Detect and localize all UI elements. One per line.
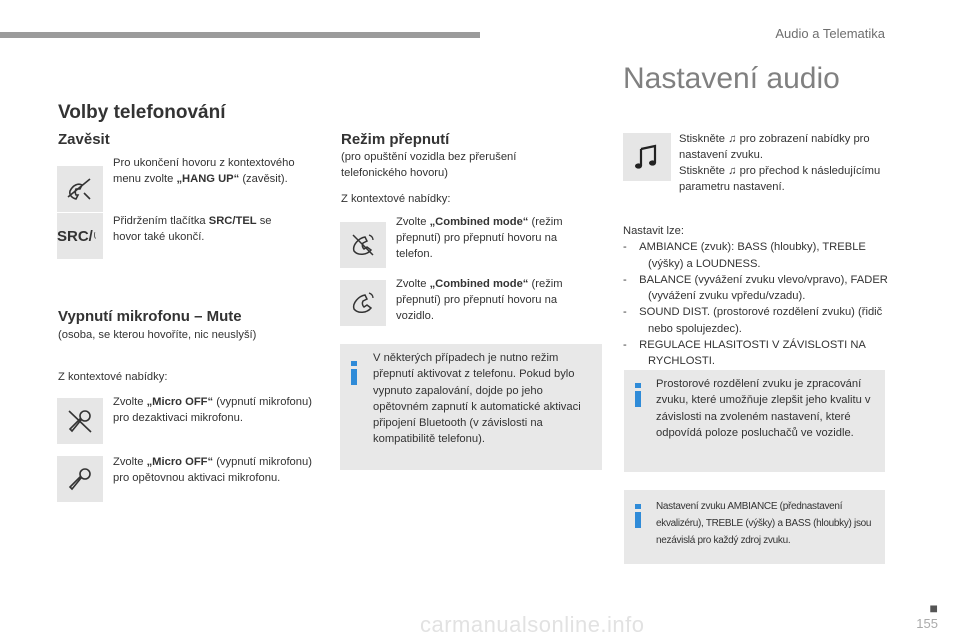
list-item: - BALANCE (vyvážení zvuku vlevo/vpravo), FADER (vyvážení zvuku vpředu/vzadu). <box>623 273 888 303</box>
hangup-menu-text: Pro ukončení hovoru z kontextového menu zvolte „HANG UP“ (zavěsit). <box>113 157 295 185</box>
hangup-button-text: Přidržením tlačítka SRC/TEL se hovor také ukončí. <box>113 215 272 243</box>
combined-to-vehicle-icon <box>340 280 386 326</box>
combined-vehicle-text: Zvolte „Combined mode“ (režim přepnutí) pro přepnutí hovoru na vozidlo. <box>396 278 563 322</box>
src-tel-icon: SRC/ <box>57 213 103 259</box>
combined-note: V některých případech je nutno režim přepnutí aktivovat z telefonu. Pokud bylo vypnuto zapalování, dojde po jeho opětovném zapnutí k automatické aktivaci připojení Bluetooth (v závislosti na kompatibilitě telefonu). <box>340 344 602 470</box>
watermark: carmanualsonline.info <box>420 612 645 637</box>
combined-phone-text: Zvolte „Combined mode“ (režim přepnutí) pro přepnutí hovoru na telefon. <box>396 216 563 260</box>
music-note-icon <box>623 133 671 181</box>
page-marker: ■ <box>929 600 938 616</box>
info-icon <box>350 361 358 385</box>
mute-subtitle: (osoba, se kterou hovoříte, nic neuslyší) <box>58 329 257 341</box>
info-icon <box>634 383 642 407</box>
combined-to-phone-icon <box>340 222 386 268</box>
micro-on-icon <box>57 456 103 502</box>
combined-subtitle: (pro opuštění vozidla bez přerušení telefonického hovoru) <box>341 151 517 179</box>
music-note-inline-icon: ♫ <box>728 133 737 145</box>
mute-off-text: Zvolte „Micro OFF“ (vypnutí mikrofonu) pro dezaktivaci mikrofonu. <box>113 396 312 424</box>
mute-context: Z kontextové nabídky: <box>58 371 168 383</box>
info-icon <box>634 504 642 528</box>
list-item: - SOUND DIST. (prostorové rozdělení zvuku) (řidič nebo spolujezdec). <box>623 306 883 335</box>
list-heading: Nastavit lze: <box>623 225 684 237</box>
page-number: 155 <box>916 616 938 631</box>
combined-context: Z kontextové nabídky: <box>341 193 451 205</box>
hang-up-icon <box>57 166 103 212</box>
list-item: - REGULACE HLASITOSTI V ZÁVISLOSTI NA RYCHLOSTI. <box>623 339 866 368</box>
audio-settings-list <box>623 223 910 370</box>
section-title: Audio a Telematika <box>775 26 885 41</box>
micro-off-icon <box>57 398 103 444</box>
list-item: - AMBIANCE (zvuk): BASS (hloubky), TREBLE (výšky) a LOUDNESS. <box>623 241 866 270</box>
audio-intro-text: Stiskněte ♫ pro zobrazení nabídky pro nastavení zvuku. Stiskněte ♫ pro přechod k následujícímu parametru nastavení. <box>679 133 881 193</box>
music-note-inline-icon: ♫ <box>728 165 737 177</box>
audio-title: Nastavení audio <box>623 62 840 95</box>
mute-on-text: Zvolte „Micro OFF“ (vypnutí mikrofonu) pro opětovnou aktivaci mikrofonu. <box>113 456 312 484</box>
sound-dist-note: Prostorové rozdělení zvuku je zpracování zvuku, které umožňuje zlepšit jeho kvalitu v závislosti na zvoleném nastavení, které odpovídá poloze posluchačů ve vozidle. <box>624 370 885 472</box>
page-title: Volby telefonování <box>58 102 226 123</box>
hangup-heading: Zavěsit <box>58 131 110 148</box>
combined-heading: Režim přepnutí <box>341 131 450 148</box>
mute-heading: Vypnutí mikrofonu – Mute <box>58 308 242 325</box>
header-bar <box>0 32 480 38</box>
ambiance-note: Nastavení zvuku AMBIANCE (přednastavení ekvalizéru), TREBLE (výšky) a BASS (hloubky) jsou nezávislá pro každý zdroj zvuku. <box>624 490 885 564</box>
